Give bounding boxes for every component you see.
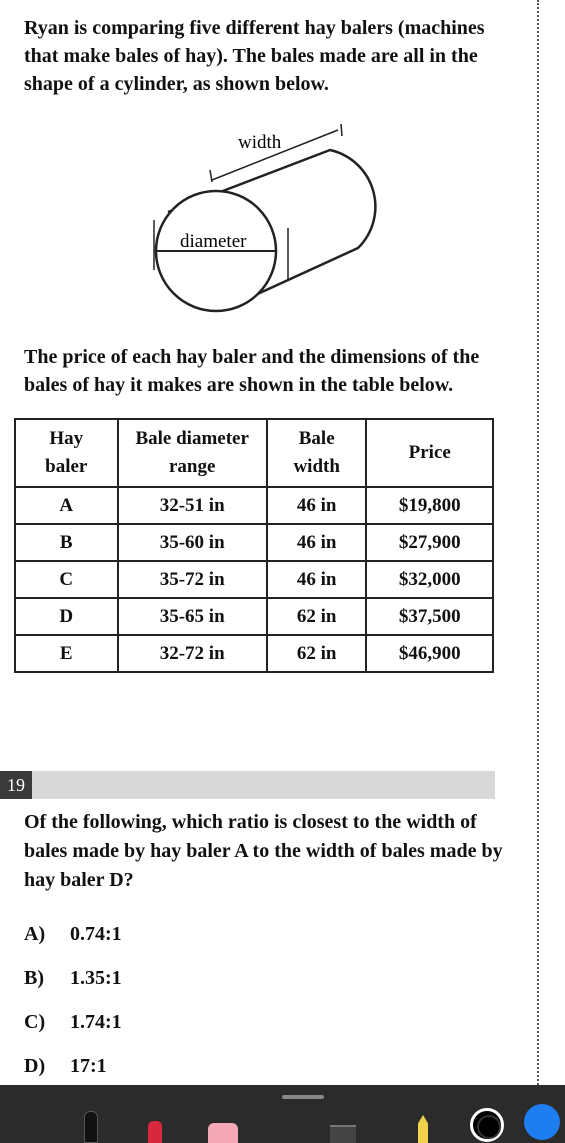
- table-row: [15, 561, 493, 598]
- intro-line: that make bales of hay). The bales made are all in the: [24, 45, 478, 67]
- cell-range: 35-72 in: [118, 561, 267, 598]
- diameter-label: diameter: [180, 231, 247, 252]
- intro-line: shape of a cylinder, as shown below.: [24, 73, 329, 95]
- cell-price: $19,800: [366, 487, 493, 524]
- choice-c[interactable]: [24, 1008, 424, 1052]
- cell-width: 46 in: [267, 487, 367, 524]
- table-row: [15, 487, 493, 524]
- cell-width: 46 in: [267, 524, 367, 561]
- eraser-icon[interactable]: [208, 1123, 238, 1143]
- black-color-swatch-icon[interactable]: [470, 1108, 504, 1142]
- header-price: Price: [366, 419, 493, 487]
- page-edge-rule: [537, 0, 539, 1085]
- table-intro-line: bales of hay it makes are shown in the table below.: [24, 374, 454, 396]
- width-tick-left: [210, 170, 212, 182]
- choice-b[interactable]: [24, 964, 424, 1008]
- cell-range: 32-72 in: [118, 635, 267, 672]
- blue-color-swatch-icon[interactable]: [524, 1104, 560, 1140]
- header-bale-diameter-range: [118, 419, 267, 487]
- header-text: Bale diameter: [135, 428, 249, 449]
- header-hay-baler: [15, 419, 118, 487]
- question-number: 19: [0, 771, 32, 799]
- header-text: Hay: [49, 428, 84, 449]
- header-bale-width: [267, 419, 367, 487]
- cell-price: $27,900: [366, 524, 493, 561]
- header-text: width: [293, 456, 340, 477]
- table-row: [15, 598, 493, 635]
- cylinder-figure: [120, 120, 420, 330]
- table-row: [15, 524, 493, 561]
- cell-baler: D: [15, 598, 118, 635]
- header-text: range: [168, 456, 216, 477]
- header-text: Bale: [298, 428, 335, 449]
- width-tick-right: [341, 124, 342, 136]
- header-text: baler: [45, 456, 88, 477]
- cell-baler: E: [15, 635, 118, 672]
- answer-choices: [24, 920, 424, 1096]
- choice-text: 0.74:1: [70, 923, 122, 945]
- cell-range: 35-60 in: [118, 524, 267, 561]
- ruler-icon[interactable]: [330, 1125, 356, 1143]
- cell-width: 62 in: [267, 635, 367, 672]
- question-line: bales made by hay baler A to the width of bales made by: [24, 840, 503, 862]
- cell-baler: A: [15, 487, 118, 524]
- cell-range: 35-65 in: [118, 598, 267, 635]
- red-marker-icon[interactable]: [148, 1121, 162, 1143]
- cell-price: $32,000: [366, 561, 493, 598]
- choice-letter: C): [24, 1011, 46, 1033]
- table-header-row: [15, 419, 493, 487]
- intro-line: Ryan is comparing five different hay balers (machines: [24, 17, 485, 39]
- hay-baler-table: [14, 418, 494, 673]
- choice-a[interactable]: [24, 920, 424, 964]
- cell-width: 46 in: [267, 561, 367, 598]
- table-row: [15, 635, 493, 672]
- choice-text: 17:1: [70, 1055, 107, 1077]
- cell-price: $37,500: [366, 598, 493, 635]
- cell-range: 32-51 in: [118, 487, 267, 524]
- toolbar-drag-handle[interactable]: [282, 1095, 324, 1099]
- cell-baler: C: [15, 561, 118, 598]
- choice-text: 1.74:1: [70, 1011, 122, 1033]
- question-line: Of the following, which ratio is closest to the width of: [24, 811, 477, 833]
- choice-letter: D): [24, 1055, 46, 1077]
- table-intro: [24, 343, 514, 399]
- question-line: hay baler D?: [24, 869, 134, 891]
- table-intro-line: The price of each hay baler and the dimensions of the: [24, 346, 480, 368]
- cell-price: $46,900: [366, 635, 493, 672]
- cell-baler: B: [15, 524, 118, 561]
- question-stem: [24, 808, 524, 895]
- choice-text: 1.35:1: [70, 967, 122, 989]
- question-header-bar: [0, 771, 495, 799]
- choice-letter: B): [24, 967, 44, 989]
- pencil-icon[interactable]: [418, 1115, 428, 1143]
- width-label: width: [238, 132, 282, 153]
- cell-width: 62 in: [267, 598, 367, 635]
- problem-intro: [24, 14, 504, 98]
- black-pen-icon[interactable]: [84, 1111, 98, 1143]
- choice-letter: A): [24, 923, 46, 945]
